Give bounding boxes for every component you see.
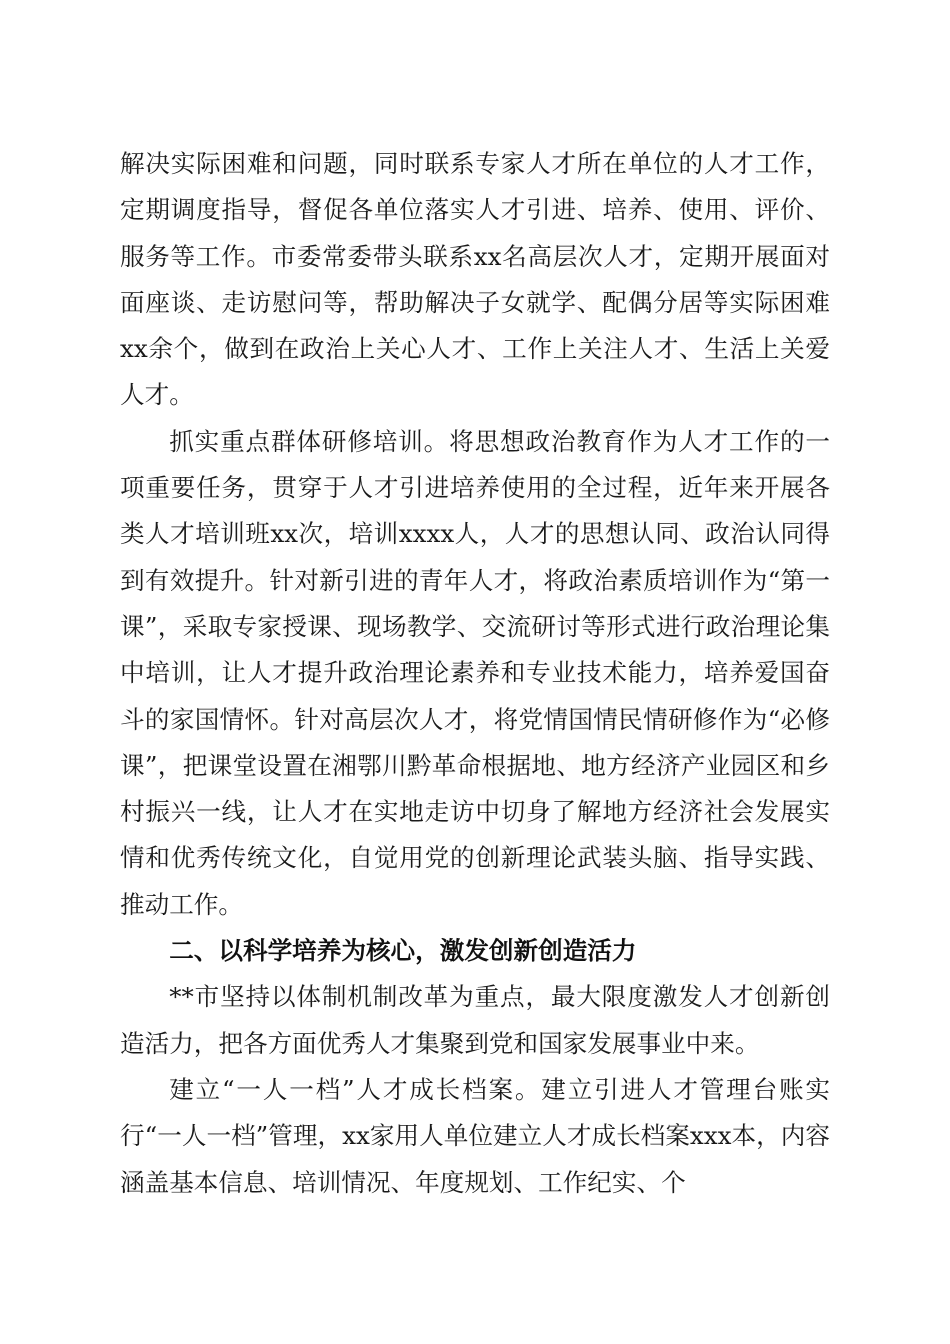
paragraph-archive: 建立“一人一档”人才成长档案。建立引进人才管理台账实行“一人一档”管理，xx家用人单位建立人才成长档案xxx本，内容涵盖基本信息、培训情况、年度规划、工作纪实、个 xyxy=(120,1074,830,1197)
section-heading-2: 二、以科学培养为核心，激发创新创造活力 xyxy=(169,936,637,966)
document-body xyxy=(120,141,830,1206)
paragraph-reform: **市坚持以体制机制改革为重点，最大限度激发人才创新创造活力，把各方面优秀人才集聚到党和国家发展事业中来。 xyxy=(120,982,830,1058)
paragraph-continuation: 解决实际困难和问题，同时联系专家人才所在单位的人才工作，定期调度指导，督促各单位落实人才引进、培养、使用、评价、服务等工作。市委常委带头联系xx名高层次人才，定期开展面对面座谈、走访慰问等，帮助解决子女就学、配偶分居等实际困难xx余个，做到在政治上关心人才、工作上关注人才、生活上关爱人才。 xyxy=(120,149,830,410)
paragraph-training: 抓实重点群体研修培训。将思想政治教育作为人才工作的一项重要任务，贯穿于人才引进培养使用的全过程，近年来开展各类人才培训班xx次，培训xxxx人，人才的思想认同、政治认同得到有效提升。针对新引进的青年人才，将政治素质培训作为“第一课”，采取专家授课、现场教学、交流研讨等形式进行政治理论集中培训，让人才提升政治理论素养和专业技术能力，培养爱国奋斗的家国情怀。针对高层次人才，将党情国情民情研修作为“必修课”，把课堂设置在湘鄂川黔革命根据地、地方经济产业园区和乡村振兴一线，让人才在实地走访中切身了解地方经济社会发展实情和优秀传统文化，自觉用党的创新理论武装头脑、指导实践、推动工作。 xyxy=(120,426,830,919)
